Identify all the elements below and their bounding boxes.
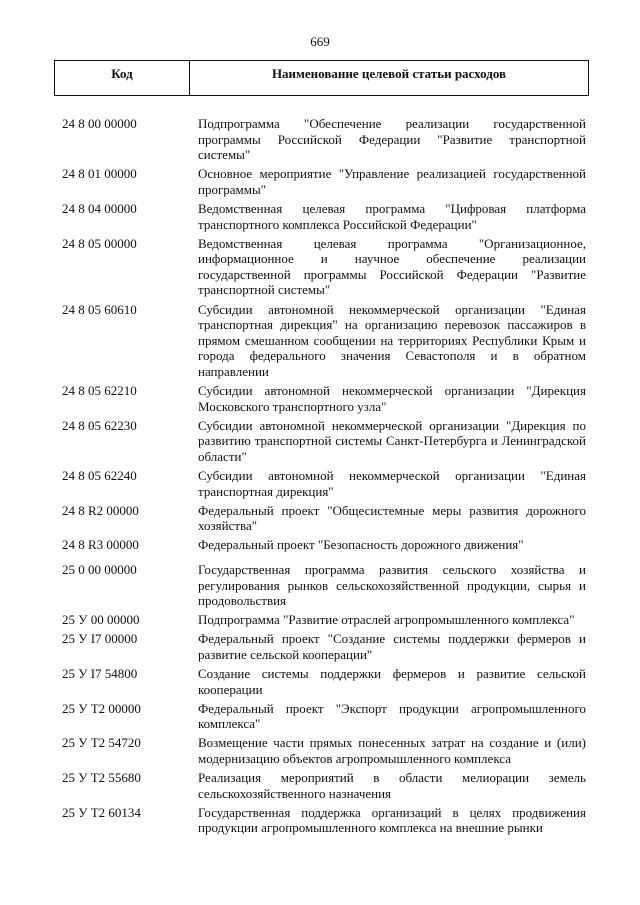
table-row: [62, 537, 586, 553]
row-name: Субсидии автономной некоммерческой организации "Дирекция по развитию транспортной системы Санкт-Петербурга и Ленинградской области": [198, 417, 586, 464]
row-code: 24 8 05 00000: [62, 235, 137, 251]
header-code: Код: [55, 61, 190, 95]
row-name: Субсидии автономной некоммерческой организации "Дирекция Московского транспортного узла": [198, 383, 586, 414]
header-name: Наименование целевой статьи расходов: [271, 66, 507, 81]
row-name: Государственная поддержка организаций в целях продвижения продукции агропромышленного комплекса на внешние рынки: [198, 804, 586, 836]
table-row: [62, 236, 586, 298]
row-code: 24 8 05 62240: [62, 467, 137, 483]
row-code: 24 8 R3 00000: [62, 537, 139, 553]
row-code: 25 У Т2 00000: [62, 700, 141, 716]
row-code: 25 У Т2 54720: [62, 735, 141, 751]
table-row: [62, 503, 586, 534]
row-name: Федеральный проект "Создание системы поддержки фермеров и развитие сельской кооперации": [198, 631, 586, 662]
table-row: [62, 612, 586, 628]
row-name: Создание системы поддержки фермеров и развитие сельской кооперации: [198, 666, 586, 697]
row-code: 25 У Т2 55680: [62, 770, 141, 786]
table-row: [62, 701, 586, 732]
row-code: 24 8 04 00000: [62, 200, 137, 216]
row-name: Государственная программа развития сельского хозяйства и регулирования рынков сельскохозяйственной продукции, сырья и продовольствия: [198, 561, 586, 609]
table-row: [62, 562, 586, 609]
row-name: Федеральный проект "Общесистемные меры развития дорожного хозяйства": [198, 502, 586, 534]
row-code: 24 8 05 62210: [62, 383, 137, 398]
page-number: 669: [310, 34, 330, 49]
table-header: [54, 60, 589, 96]
row-name: Субсидии автономной некоммерческой организации "Единая транспортная дирекция" на организацию перевозок пассажиров в прямом смешанном сообщении на территориях Республики Крым и города федерального значения Севастополя и в обратном направлении: [198, 301, 586, 379]
row-code: 24 8 01 00000: [62, 166, 137, 182]
row-name: Федеральный проект "Безопасность дорожного движения": [198, 537, 524, 553]
table-row: [62, 468, 586, 499]
table-row: [62, 166, 586, 197]
row-name: Подпрограмма "Развитие отраслей агропромышленного комплекса": [198, 612, 575, 628]
row-name: Основное мероприятие "Управление реализацией государственной программы": [198, 166, 586, 197]
row-name: Возмещение части прямых понесенных затрат на создание и (или) модернизацию объектов агропромышленного комплекса: [198, 735, 586, 766]
table-row: [62, 666, 586, 697]
row-code: 25 У Т2 60134: [62, 804, 141, 820]
table-row: [62, 735, 586, 766]
row-code: 25 0 00 00000: [62, 561, 137, 577]
table-row: [62, 631, 586, 662]
row-name: Федеральный проект "Экспорт продукции агропромышленного комплекса": [198, 700, 586, 732]
table-row: [62, 418, 586, 465]
row-code: 25 У I7 54800: [62, 666, 138, 681]
table-body: [62, 116, 586, 839]
row-name: Ведомственная целевая программа "Организационное, информационное и научное обеспечение реализации государственной программы Российской Федерации "Развитие транспортной системы": [198, 235, 586, 298]
table-row: [62, 302, 586, 380]
row-name: Реализация мероприятий в области мелиорации земель сельскохозяйственного назначения: [198, 770, 586, 801]
row-code: 25 У I7 00000: [62, 631, 138, 647]
table-row: [62, 805, 586, 836]
row-code: 24 8 05 62230: [62, 417, 137, 433]
table-row: [62, 201, 586, 232]
table-row: [62, 770, 586, 801]
row-code: 24 8 00 00000: [62, 116, 137, 131]
table-row: [62, 116, 586, 163]
row-code: 25 У 00 00000: [62, 612, 140, 628]
row-code: 24 8 R2 00000: [62, 502, 139, 518]
row-code: 24 8 05 60610: [62, 301, 137, 317]
row-name: Подпрограмма "Обеспечение реализации государственной программы Российской Федерации "Развитие транспортной системы": [198, 116, 586, 163]
row-name: Ведомственная целевая программа "Цифровая платформа транспортного комплекса Российской Федерации": [198, 200, 586, 232]
row-name: Субсидии автономной некоммерческой организации "Единая транспортная дирекция": [198, 467, 586, 499]
table-row: [62, 383, 586, 414]
